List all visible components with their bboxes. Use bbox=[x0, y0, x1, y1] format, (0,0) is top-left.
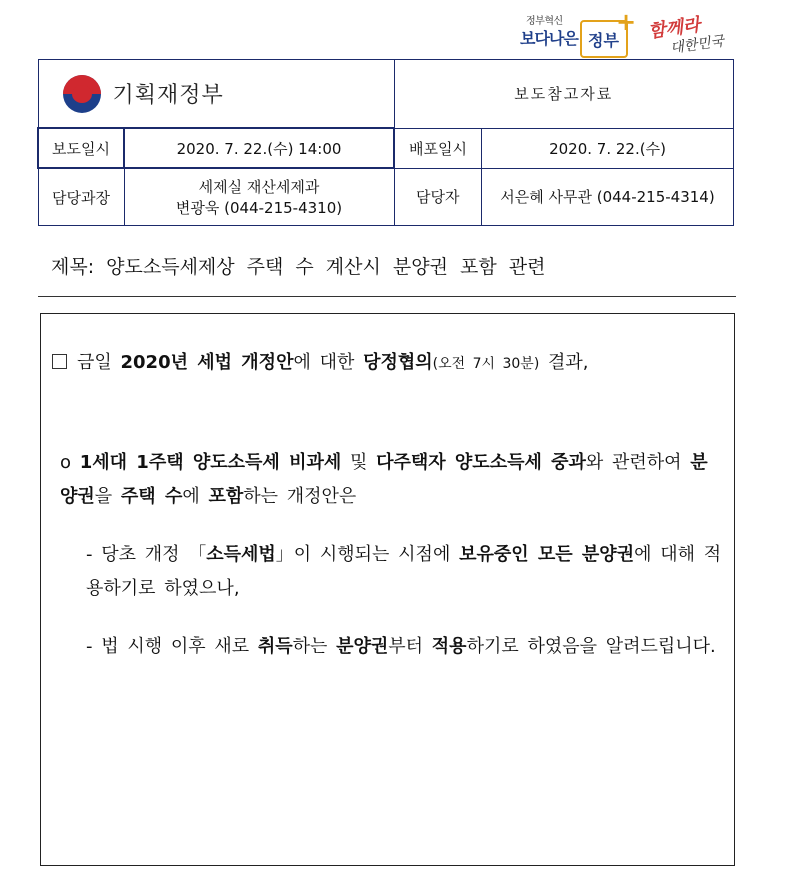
gov-innovation-logo bbox=[520, 8, 740, 58]
officer-label: 담당자 bbox=[394, 168, 482, 226]
slogan-top: 함께라 bbox=[647, 14, 702, 43]
subject-divider bbox=[38, 296, 736, 297]
dept-line1: 세제실 재산세제과 bbox=[198, 178, 320, 196]
distribution-label: 배포일시 bbox=[394, 128, 482, 168]
release-value: 2020. 7. 22.(수) 14:00 bbox=[124, 128, 394, 168]
dept-line2: 변광욱 (044-215-4310) bbox=[175, 199, 343, 217]
distribution-value: 2020. 7. 22.(수) bbox=[482, 128, 734, 168]
ministry-name: 기획재정부 bbox=[112, 83, 224, 108]
paragraph-2: o 1세대 1주택 양도소득세 비과세 및 다주택자 양도소득세 중과와 관련하여 분양권을 주택 수에 포함하는 개정안은 bbox=[60, 452, 708, 507]
dept-label: 담당과장 bbox=[38, 168, 124, 226]
dept-value bbox=[124, 168, 394, 226]
release-label: 보도일시 bbox=[38, 128, 124, 168]
square-bullet-icon bbox=[52, 354, 67, 369]
paragraph-3: - 당초 개정 「소득세법」이 시행되는 시점에 보유중인 모든 분양권에 대해 적용하기로 하였으나, bbox=[86, 544, 722, 599]
brand-box-text: 정부 bbox=[588, 31, 619, 50]
slogan-bottom: 대한민국 bbox=[669, 33, 726, 57]
officer-value: 서은혜 사무관 (044-215-4314) bbox=[482, 168, 734, 226]
press-header-table bbox=[37, 59, 734, 226]
press-subject: 제목: 양도소득세제상 주택 수 계산시 분양권 포함 관련 bbox=[51, 256, 546, 278]
brand-plus-icon: + bbox=[616, 8, 637, 36]
ministry-logo-cell bbox=[38, 60, 394, 129]
paragraph-1: 금일 2020년 세법 개정안에 대한 당정협의(오전 7시 30분) 결과, bbox=[52, 346, 722, 381]
paragraph-4: - 법 시행 이후 새로 취득하는 분양권부터 적용하기로 하였음을 알려드립니다. bbox=[86, 636, 716, 657]
brand-line2: 보다나은 bbox=[520, 29, 578, 48]
brand-line1: 정부혁신 bbox=[526, 16, 563, 27]
doc-type-title: 보도참고자료 bbox=[394, 60, 734, 129]
taegeuk-emblem-icon bbox=[63, 75, 101, 113]
